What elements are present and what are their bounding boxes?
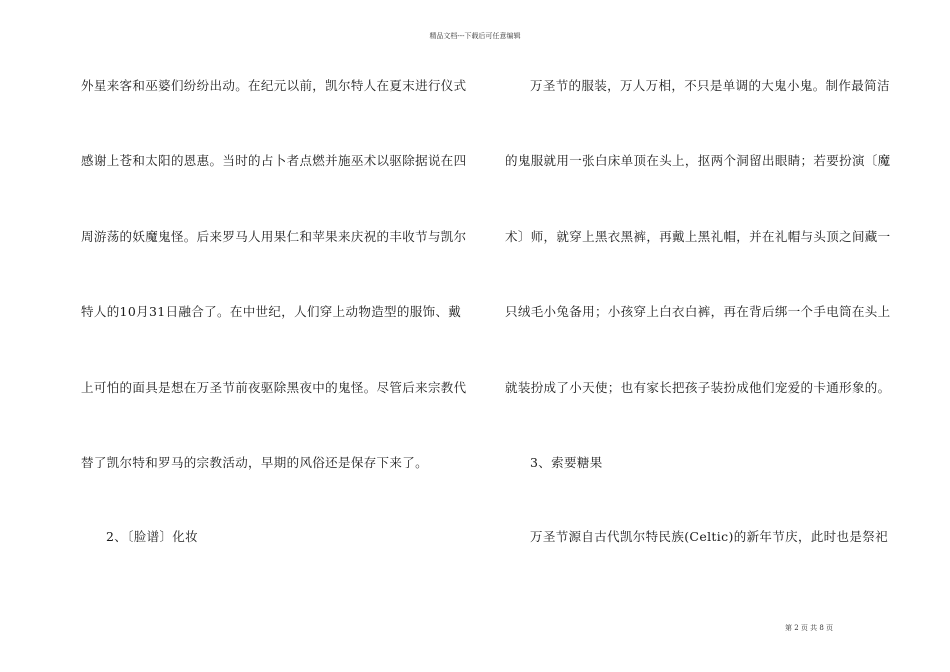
paragraph-line: 术〕师，就穿上黑衣黑裤，再戴上黑礼帽，并在礼帽与头顶之间藏一 (505, 229, 891, 244)
paragraph-line: 替了凯尔特和罗马的宗教活动，早期的风俗还是保存下来了。 (81, 455, 428, 470)
section-heading: 3、索要糖果 (530, 455, 603, 470)
paragraph-line: 只绒毛小兔备用；小孩穿上白衣白裤，再在背后绑一个手电筒在头上 (505, 304, 891, 319)
page-header: 精品文档---下载后可任意编辑 (429, 32, 521, 40)
paragraph-line: 周游荡的妖魔鬼怪。后来罗马人用果仁和苹果来庆祝的丰收节与凯尔 (81, 229, 467, 244)
paragraph-line: 感谢上苍和太阳的恩惠。当时的占卜者点燃并施巫术以驱除据说在四 (81, 153, 467, 168)
section-heading: 2、〔脸谱〕化妆 (106, 529, 199, 544)
paragraph-line: 上可怕的面具是想在万圣节前夜驱除黑夜中的鬼怪。尽管后来宗教代 (81, 380, 467, 395)
paragraph-line: 就装扮成了小天使；也有家长把孩子装扮成他们宠爱的卡通形象的。 (505, 380, 891, 395)
paragraph-line: 特人的10月31日融合了。在中世纪，人们穿上动物造型的服饰、戴 (81, 304, 462, 319)
paragraph-line: 外星来客和巫婆们纷纷出动。在纪元以前，凯尔特人在夏末进行仪式 (81, 78, 467, 93)
paragraph-line: 万圣节的服装，万人万相，不只是单调的大鬼小鬼。制作最简洁 (530, 78, 890, 93)
paragraph-line: 万圣节源自古代凯尔特民族(Celtic)的新年节庆，此时也是祭祀 (530, 529, 888, 544)
paragraph-line: 的鬼服就用一张白床单顶在头上，抠两个洞留出眼睛；若要扮演〔魔 (505, 153, 891, 168)
page-number: 第 2 页 共 8 页 (785, 624, 834, 632)
